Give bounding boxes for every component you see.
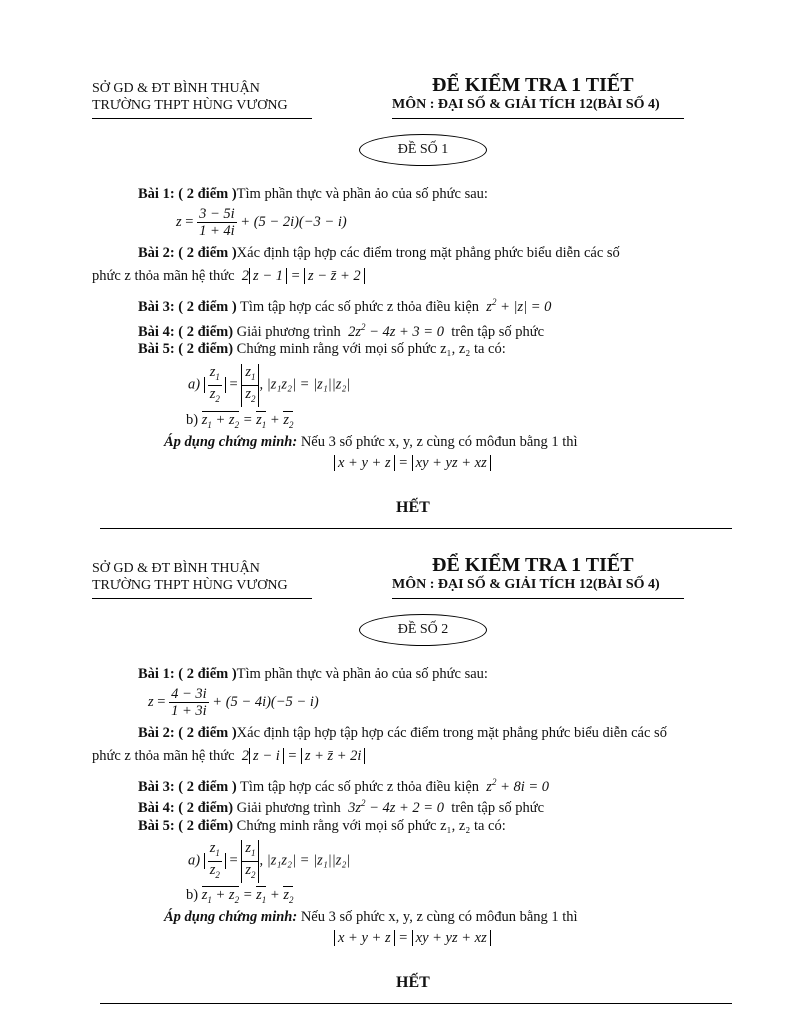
q3-text: Tìm tập hợp các số phức z thỏa điều kiện: [240, 778, 480, 795]
q3-text: Tìm tập hợp các số phức z thỏa điều kiện: [240, 298, 480, 315]
subject-underline: [392, 598, 684, 599]
q5a: a) $\frac{z_1}{z_2}$ = $\frac{z_1}{z_2}$ , |z₁z₂| = |z₁||z₂|: [188, 364, 350, 407]
q2-label: Bài 2: ( 2 điểm ): [138, 725, 237, 741]
question-5: [138, 818, 506, 835]
q5-text: Chứng minh rằng với mọi số phức z₁, z₂ ta có:: [236, 818, 506, 834]
q1-text: Tìm phần thực và phần ảo của số phức sau:: [236, 186, 488, 202]
q4-label: Bài 4: ( 2 điểm): [138, 323, 234, 340]
section-divider-2: [100, 1003, 732, 1004]
q4-label: Bài 4: ( 2 điểm): [138, 799, 234, 816]
q1-label: Bài 1: ( 2 điểm ): [138, 666, 237, 682]
exam-code-badge: [359, 134, 487, 166]
question-1: [138, 186, 488, 203]
apply-formula: x + y + z = xy + yz + xz: [334, 930, 491, 947]
apply-label: Áp dụng chứng minh:: [164, 434, 298, 450]
question-1: [138, 666, 488, 683]
school-underline: [92, 598, 312, 599]
question-2: [138, 245, 620, 262]
school-dept: SỞ GD & ĐT BÌNH THUẬN: [92, 81, 260, 96]
q1-rest: + (5 − 2i)(−3 − i): [236, 213, 347, 230]
q1-formula: z = $\frac{3 - 5i}{1 + 4i}$ + (5 − 2i)(−3 − i): [176, 206, 347, 239]
q5-label: Bài 5: ( 2 điểm): [138, 818, 234, 834]
exam-code: ĐỀ SỐ 1: [397, 142, 449, 157]
q4-text: Giải phương trình: [236, 323, 341, 340]
exam-sheet-2: [0, 480, 792, 991]
q2-text: Xác định tập hợp tập hợp các điểm trong mặt phẳng phức biểu diễn các số: [236, 725, 667, 741]
q3-label: Bài 3: ( 2 điểm ): [138, 298, 237, 315]
q5a: a) $\frac{z_1}{z_2}$ = $\frac{z_1}{z_2}$ , |z₁z₂| = |z₁||z₂|: [188, 840, 350, 883]
q5-label: Bài 5: ( 2 điểm): [138, 341, 234, 357]
end-marker: HẾT: [396, 499, 430, 516]
q5b: b) $z_1 + z_2 = z_1 + z_2$: [186, 412, 294, 430]
school-name: TRƯỜNG THPT HÙNG VƯƠNG: [92, 98, 288, 113]
q1-text: Tìm phần thực và phần ảo của số phức sau:: [236, 666, 488, 682]
q1-rest: + (5 − 4i)(−5 − i): [208, 693, 319, 710]
q2-line2: phức z thỏa mãn hệ thức 2 z − i = z + z̄ + 2i: [92, 748, 365, 765]
question-5: [138, 341, 506, 358]
question-3: Bài 3: ( 2 điểm ) Tìm tập hợp các số phức z thỏa điều kiện $z^2 + |z| = 0$: [138, 297, 552, 315]
apply-section: [164, 909, 578, 926]
q1-label: Bài 1: ( 2 điểm ): [138, 186, 237, 202]
q1-formula: z = $\frac{4 - 3i}{1 + 3i}$ + (5 − 4i)(−5 − i): [148, 686, 319, 719]
apply-section: [164, 434, 578, 451]
q2-line2: phức z thỏa mãn hệ thức 2 z − 1 = z − z̄ + 2: [92, 268, 365, 285]
school-dept: SỞ GD & ĐT BÌNH THUẬN: [92, 561, 260, 576]
q1-fraction: $\frac{4 - 3i}{1 + 3i}$: [171, 686, 207, 719]
question-4: Bài 4: ( 2 điểm) Giải phương trình $2z^2 - 4z + 3 = 0$ trên tập số phức: [138, 322, 545, 340]
exam-subject: MÔN : ĐẠI SỐ & GIẢI TÍCH 12(BÀI SỐ 4): [392, 577, 660, 592]
exam-subject: MÔN : ĐẠI SỐ & GIẢI TÍCH 12(BÀI SỐ 4): [392, 97, 660, 112]
exam-title: ĐỂ KIỂM TRA 1 TIẾT: [432, 554, 634, 576]
q4-text: Giải phương trình: [236, 799, 341, 816]
end-marker: HẾT: [396, 974, 430, 991]
apply-text: Nếu 3 số phức x, y, z cùng có môđun bằng 1 thì: [300, 909, 578, 925]
q5b: b) $z_1 + z_2 = z_1 + z_2$: [186, 887, 294, 905]
apply-label: Áp dụng chứng minh:: [164, 909, 298, 925]
q1-fraction: $\frac{3 - 5i}{1 + 4i}$: [199, 206, 235, 239]
subject-underline: [392, 118, 684, 119]
q2-text: Xác định tập hợp các điểm trong mặt phẳng phức biểu diễn các số: [236, 245, 620, 261]
school-name: TRƯỜNG THPT HÙNG VƯƠNG: [92, 578, 288, 593]
exam-title: ĐỂ KIỂM TRA 1 TIẾT: [432, 74, 634, 96]
q5-text: Chứng minh rằng với mọi số phức z₁, z₂ ta có:: [236, 341, 506, 357]
apply-text: Nếu 3 số phức x, y, z cùng có môđun bằng 1 thì: [300, 434, 578, 450]
exam-code-badge: [359, 614, 487, 646]
question-2: [138, 725, 667, 742]
exam-code: ĐỀ SỐ 2: [397, 622, 449, 637]
q2-label: Bài 2: ( 2 điểm ): [138, 245, 237, 261]
question-3: Bài 3: ( 2 điểm ) Tìm tập hợp các số phức z thỏa điều kiện $z^2 + 8i = 0$: [138, 777, 550, 795]
q3-label: Bài 3: ( 2 điểm ): [138, 778, 237, 795]
apply-formula: x + y + z = xy + yz + xz: [334, 455, 491, 472]
question-4: Bài 4: ( 2 điểm) Giải phương trình $3z^2 - 4z + 2 = 0$ trên tập số phức: [138, 798, 545, 816]
school-underline: [92, 118, 312, 119]
